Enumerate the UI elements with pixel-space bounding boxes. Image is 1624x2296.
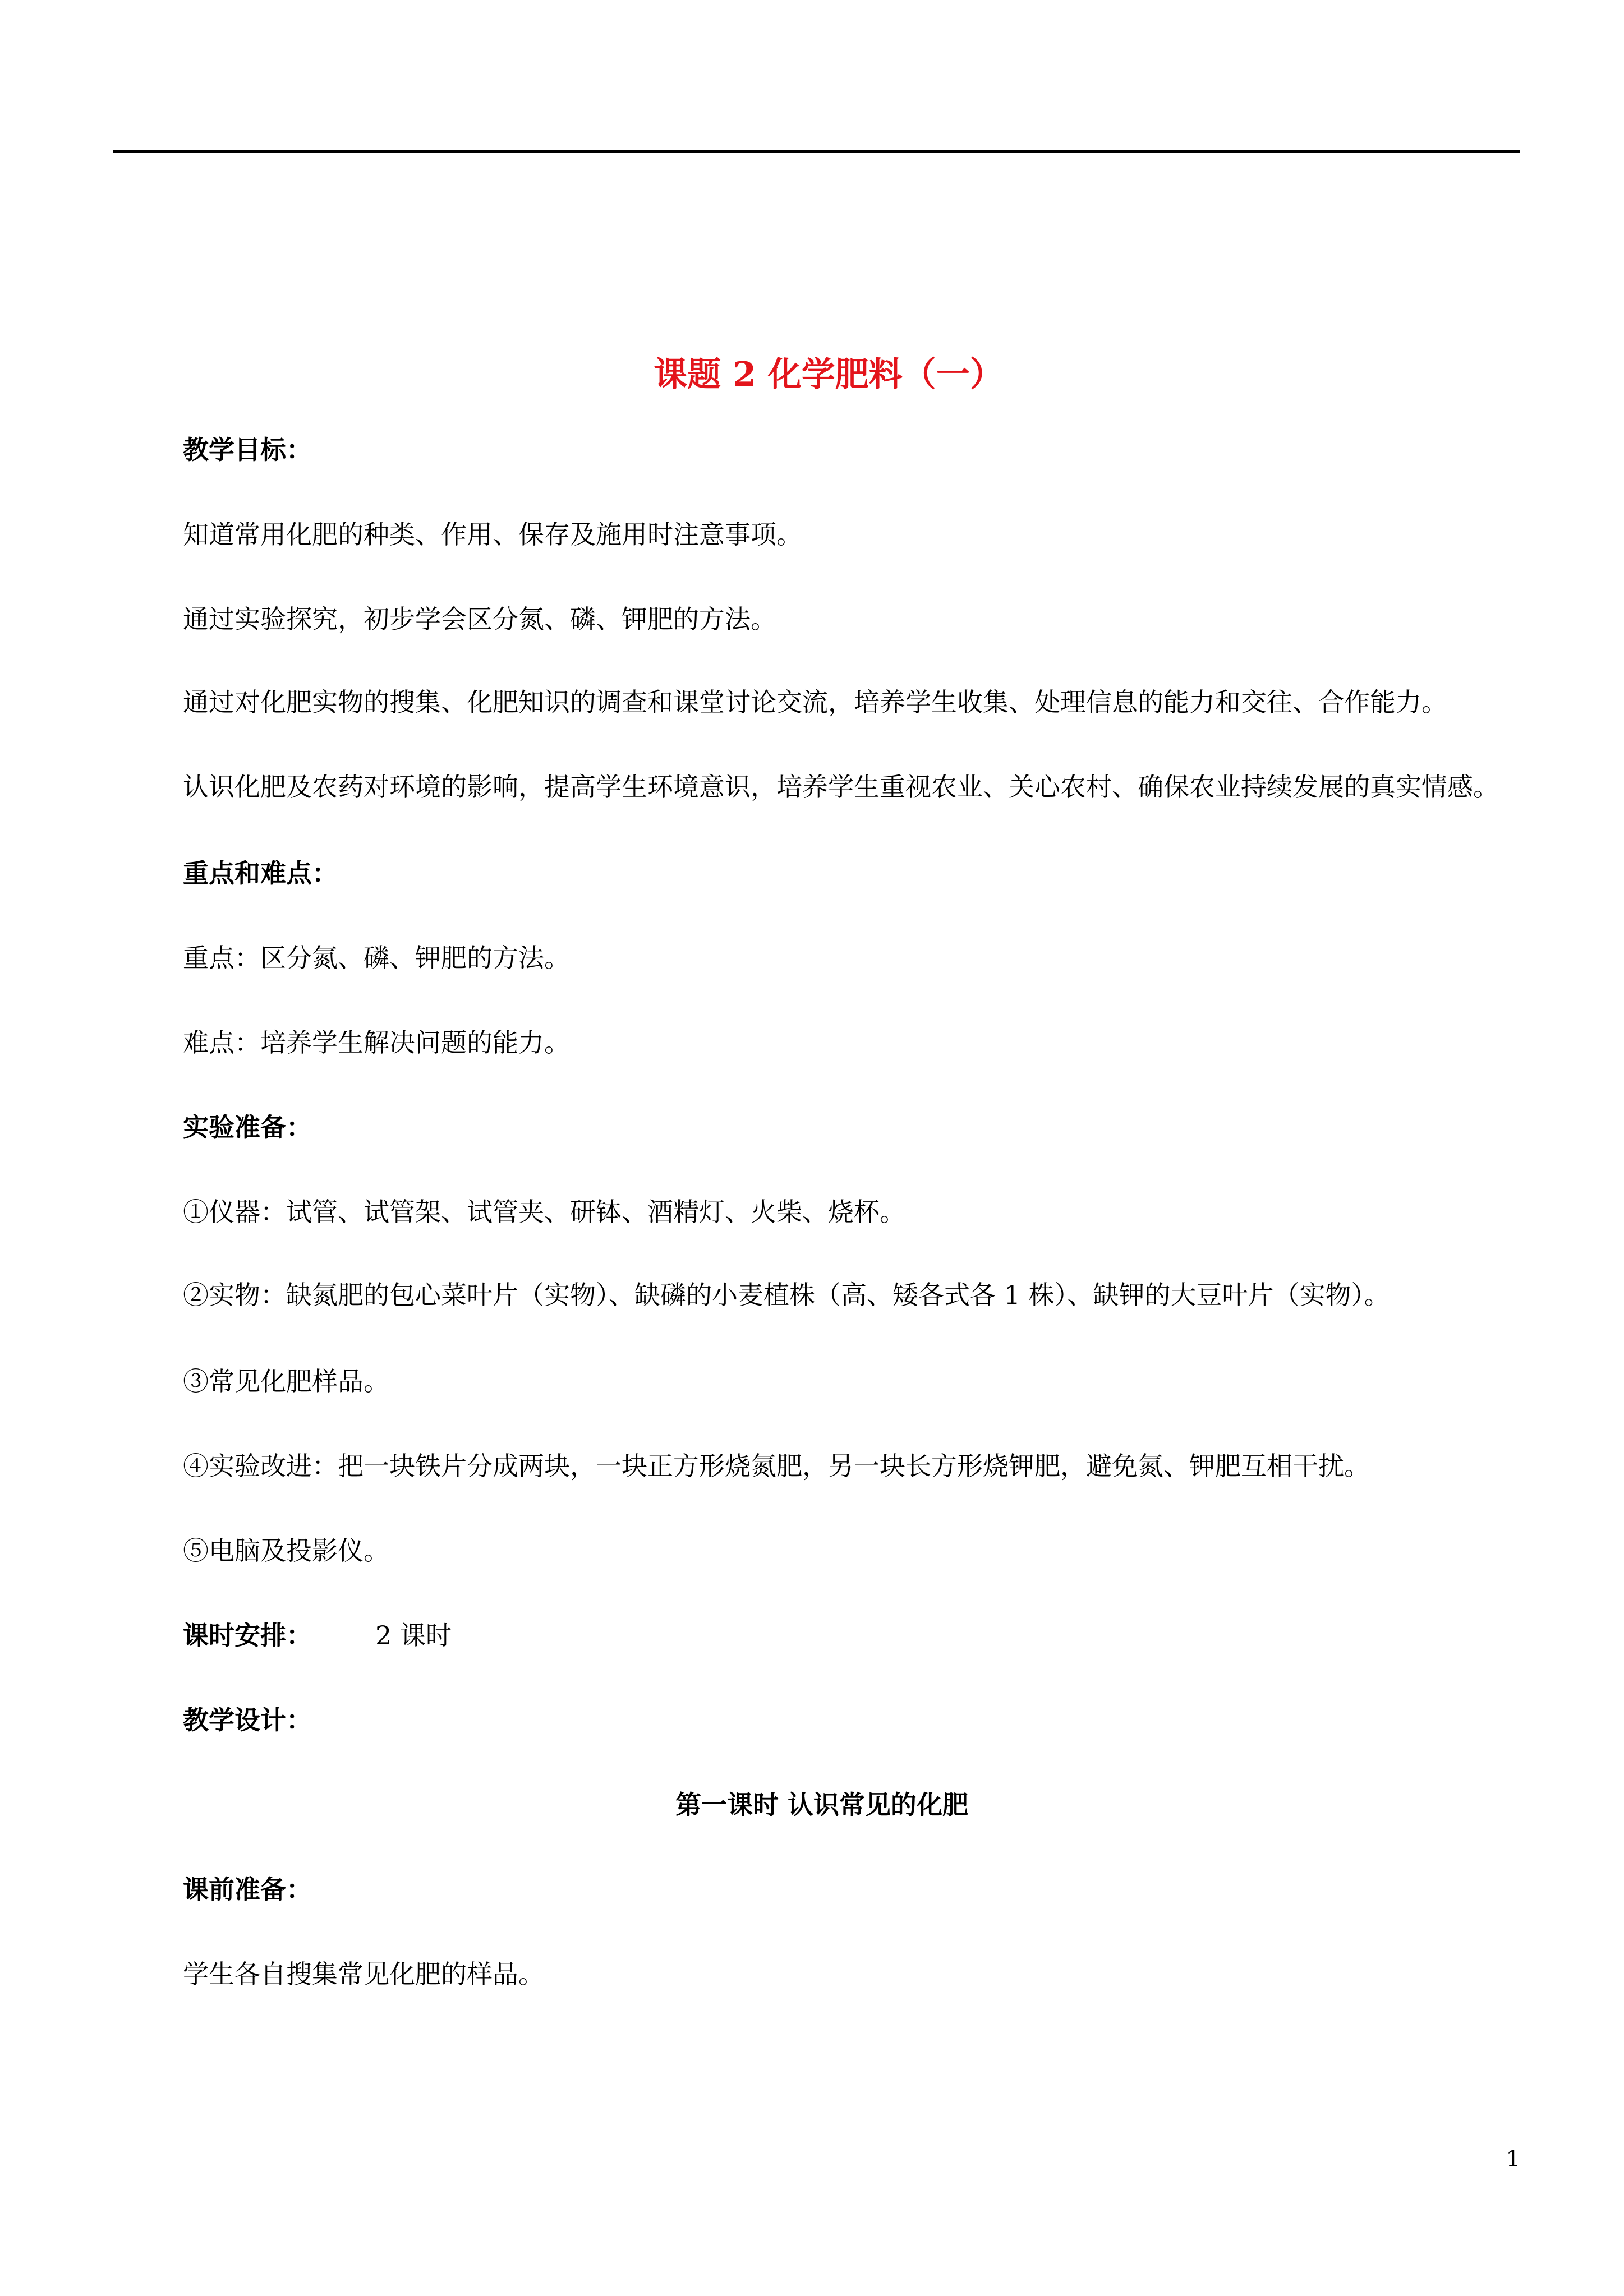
preparation-item: ④实验改进：把一块铁片分成两块，一块正方形烧氮肥，另一块长方形烧钾肥，避免氮、钾肥互相干扰。	[183, 1451, 1370, 1481]
schedule-value: 2 课时	[375, 1620, 452, 1650]
schedule-label: 课时安排：	[183, 1620, 312, 1650]
key-point-focus: 重点：区分氮、磷、钾肥的方法。	[183, 943, 570, 973]
preparation-item: ⑤电脑及投影仪。	[183, 1536, 389, 1566]
design-label: 教学设计：	[183, 1705, 312, 1735]
objective-item: 认识化肥及农药对环境的影响，提高学生环境意识，培养学生重视农业、关心农村、确保农业持续发展的真实情感。	[183, 772, 1499, 802]
preparation-item: ②实物：缺氮肥的包心菜叶片（实物）、缺磷的小麦植株（高、矮各式各 1 株）、缺钾的大豆叶片（实物）。	[183, 1280, 1390, 1310]
preparation-item: ①仪器：试管、试管架、试管夹、研钵、酒精灯、火柴、烧杯。	[183, 1197, 905, 1227]
preparation-label: 实验准备：	[183, 1112, 312, 1142]
objective-item: 通过对化肥实物的搜集、化肥知识的调查和课堂讨论交流，培养学生收集、处理信息的能力和交往、合作能力。	[183, 687, 1447, 717]
objective-item: 知道常用化肥的种类、作用、保存及施用时注意事项。	[183, 519, 802, 550]
document-body	[118, 347, 1520, 2036]
pre-class-text: 学生各自搜集常见化肥的样品。	[183, 1959, 544, 1989]
lesson-one-heading: 第一课时 认识常见的化肥	[675, 1790, 968, 1820]
document-title: 课题 2 化学肥料（一）	[654, 355, 1004, 394]
key-point-difficulty: 难点：培养学生解决问题的能力。	[183, 1027, 570, 1058]
page-number: 1	[1506, 2146, 1520, 2172]
objectives-label: 教学目标：	[183, 435, 312, 465]
header-rule	[113, 150, 1520, 153]
objective-item: 通过实验探究，初步学会区分氮、磷、钾肥的方法。	[183, 604, 776, 634]
key-points-label: 重点和难点：	[183, 858, 338, 888]
preparation-item: ③常见化肥样品。	[183, 1366, 389, 1396]
schedule-row	[183, 1613, 1520, 1658]
pre-class-label: 课前准备：	[183, 1874, 312, 1905]
